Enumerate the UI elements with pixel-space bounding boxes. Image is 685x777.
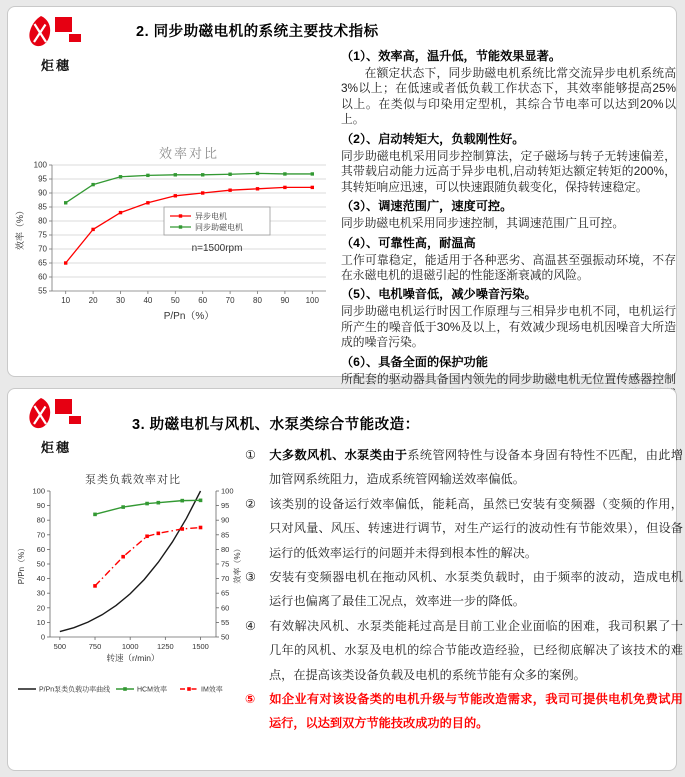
item-number: ②: [245, 496, 256, 511]
svg-text:60: 60: [38, 272, 47, 282]
svg-text:50: 50: [36, 559, 45, 569]
svg-text:泵类负载效率对比: 泵类负载效率对比: [85, 474, 181, 486]
svg-text:100: 100: [33, 160, 47, 170]
section-heading: （1）、效率高，温升低，节能效果显著。: [341, 49, 562, 63]
section-body: 同步助磁电机采用同步控制算法，定子磁场与转子无转速偏差，其带载启动能力远高于异步电机,启动转矩达额定转矩的200%，其转矩响应迅速，可以快速跟随负载变化，保持转速稳定。: [341, 148, 676, 194]
svg-text:P/Pn（%）: P/Pn（%）: [163, 311, 215, 322]
flame-logo-icon: [28, 397, 84, 431]
numbered-item: ④ 有效解决风机、水泵类能耗过高是目前工业企业面临的困难，我司积累了十几年的风机、水泵及电机的综合节能改造经验，已经彻底解决了该技术的难点，在提高该类设备负载及电机的系统节能有众多的案例。: [245, 614, 683, 687]
svg-text:55: 55: [38, 286, 47, 296]
svg-text:80: 80: [38, 216, 47, 226]
svg-text:65: 65: [221, 588, 230, 598]
logo-text: 炬穗: [40, 58, 71, 73]
efficiency-comparison-chart: [14, 145, 336, 325]
svg-text:10: 10: [36, 617, 45, 627]
svg-text:85: 85: [38, 202, 47, 212]
svg-text:70: 70: [221, 574, 230, 584]
svg-text:70: 70: [36, 530, 45, 540]
panel2-title: 3. 助磁电机与风机、水泵类综合节能改造：: [132, 417, 420, 433]
flame-logo-icon: [28, 15, 84, 49]
section-body: 同步助磁电机运行时因工作原理与三相异步电机不同，电机运行所产生的噪音低于30%及以上，有效减少现场电机因噪音大所造成的噪音污染。: [341, 304, 676, 350]
svg-text:40: 40: [36, 574, 45, 584]
svg-text:70: 70: [225, 296, 235, 305]
panel1-sections: [341, 45, 676, 418]
svg-text:100: 100: [32, 486, 45, 496]
svg-text:500: 500: [53, 642, 67, 651]
section-heading: （2）、启动转矩大，负载刚性好。: [341, 131, 525, 146]
svg-text:HCM效率: HCM效率: [137, 686, 167, 694]
numbered-item: ① 大多数风机、水泵类由于系统管网特性与设备本身固有特性不匹配，由此增加管网系统阻力，造成系统管网输送效率偏低。: [245, 443, 683, 492]
panel2-items: [245, 443, 683, 736]
section-body: 同步助磁电机采用同步速控制，其调速范围广且可控。: [341, 216, 625, 231]
section-card-tech-specs: [7, 6, 677, 386]
logo-text: 炬穗: [40, 440, 71, 455]
svg-text:100: 100: [305, 296, 319, 305]
svg-text:75: 75: [221, 559, 230, 569]
item-number: ⑤: [245, 692, 256, 707]
section-heading: （3）、调速范围广，速度可控。: [341, 199, 513, 214]
section-heading: （6）、具备全面的保护功能: [341, 354, 488, 369]
svg-text:90: 90: [280, 296, 290, 305]
numbered-item: ② 该类别的设备运行效率偏低，能耗高，虽然已安装有变频器（变频的作用，只对风量、风压、转速进行调节，对生产运行的波动性有节能效果），但设备运行的低效率运行的问题并未得到根本性的解决。: [245, 492, 683, 565]
svg-text:80: 80: [36, 515, 45, 525]
svg-text:P/Pn泵类负载功率曲线: P/Pn泵类负载功率曲线: [39, 686, 111, 694]
section-heading: （4）、可靠性高，耐温高: [341, 235, 476, 250]
svg-text:20: 20: [36, 603, 45, 613]
section-body: 所配套的驱动器具备国内领先的同步助磁电机无位置传感器控制: [341, 371, 676, 386]
svg-text:30: 30: [36, 588, 45, 598]
svg-text:85: 85: [221, 530, 230, 540]
item-number: ①: [245, 448, 256, 462]
company-logo: [24, 15, 88, 74]
svg-text:80: 80: [221, 544, 230, 554]
svg-text:IM效率: IM效率: [201, 686, 223, 694]
svg-text:100: 100: [221, 486, 234, 496]
svg-text:效率（%）: 效率（%）: [15, 205, 25, 251]
svg-text:750: 750: [88, 642, 102, 651]
svg-text:65: 65: [38, 258, 47, 268]
svg-text:效率（%）: 效率（%）: [233, 544, 242, 584]
svg-text:30: 30: [116, 296, 125, 305]
svg-text:95: 95: [221, 501, 230, 511]
svg-text:60: 60: [221, 603, 230, 613]
numbered-item: ⑤ 如企业有对该设备类的电机升级与节能改造需求，我司可提供电机免费试用运行，以达到双方节能技改成功的目的。: [245, 687, 683, 736]
section-body: 工作可靠稳定，能适用于各种恶劣、高温甚至强振动环境，不存在永磁电机的退磁引起的性能逐渐衰减的风险。: [341, 252, 676, 283]
svg-text:1000: 1000: [121, 642, 139, 651]
section-card-energy-retrofit: [7, 388, 684, 771]
item-number: ③: [245, 570, 256, 585]
svg-text:10: 10: [61, 296, 71, 305]
svg-text:50: 50: [170, 296, 180, 305]
svg-text:同步助磁电机: 同步助磁电机: [195, 222, 243, 232]
svg-text:50: 50: [221, 632, 230, 642]
svg-text:70: 70: [38, 244, 47, 254]
svg-text:1250: 1250: [157, 642, 174, 651]
company-logo: [24, 397, 88, 456]
svg-text:转速（r/min）: 转速（r/min）: [106, 653, 160, 663]
panel1-title: 2. 同步助磁电机的系统主要技术指标: [136, 24, 379, 40]
item-number: ④: [245, 618, 256, 633]
svg-text:效率对比: 效率对比: [158, 146, 220, 161]
svg-text:90: 90: [221, 515, 230, 525]
svg-text:75: 75: [38, 230, 47, 240]
svg-text:P/Pn（%）: P/Pn（%）: [17, 543, 26, 585]
section-body: 在额定状态下，同步助磁电机系统比常交流异步电机系统高3%以上；在低速或者低负载工作状态下，其效率能够提高25%以上。在类似与印染用定型机，其综合节电率可以达到20%以上。: [341, 65, 676, 127]
svg-text:20: 20: [88, 296, 98, 305]
svg-text:55: 55: [221, 617, 230, 627]
svg-text:1500: 1500: [192, 642, 209, 651]
svg-text:90: 90: [38, 188, 47, 198]
svg-text:60: 60: [198, 296, 208, 305]
svg-text:80: 80: [253, 296, 262, 305]
numbered-item: ③ 安装有变频器电机在拖动风机、水泵类负载时，由于频率的波动，造成电机运行也偏离了最佳工况点，效率进一步的降低。: [245, 565, 683, 614]
section-heading: （5）、电机噪音低，减少噪音污染。: [341, 287, 537, 302]
svg-text:异步电机: 异步电机: [195, 211, 227, 221]
svg-text:90: 90: [36, 501, 45, 511]
svg-text:60: 60: [36, 544, 45, 554]
svg-text:n=1500rpm: n=1500rpm: [191, 243, 243, 254]
svg-text:40: 40: [143, 296, 153, 305]
pump-load-efficiency-chart: [16, 471, 246, 701]
svg-text:0: 0: [40, 632, 45, 642]
svg-text:95: 95: [38, 174, 47, 184]
